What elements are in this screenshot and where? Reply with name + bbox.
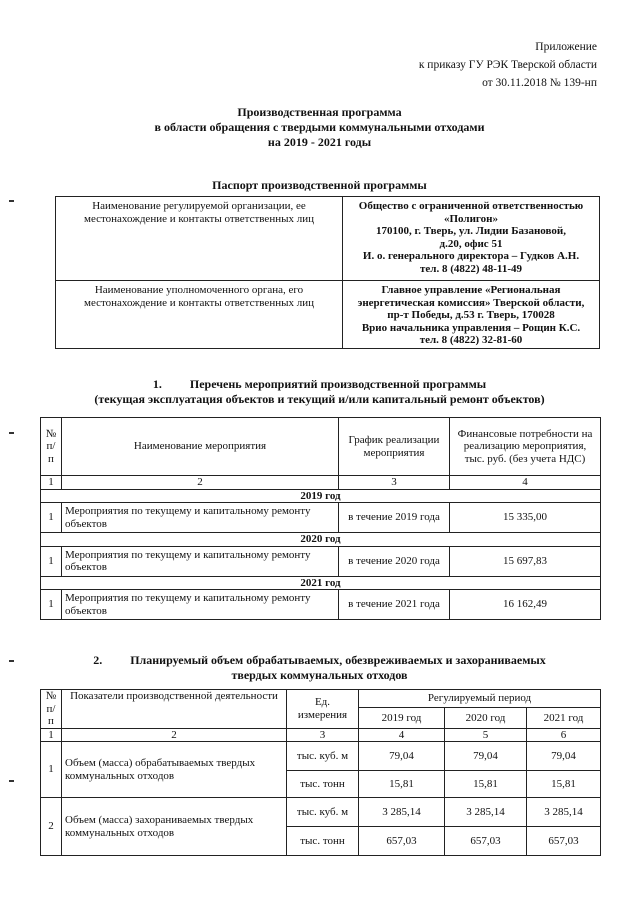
value: 15,81 [527, 771, 601, 798]
value-line: тел. 8 (4822) 48-11-49 [419, 262, 522, 275]
appendix-header [419, 38, 597, 92]
order-reference: к приказу ГУ РЭК Тверской области [418, 59, 597, 71]
column-number-row [41, 476, 601, 490]
activity-name: Мероприятия по текущему и капитальному ремонту объектов [62, 546, 339, 576]
section-heading [0, 653, 639, 668]
section1-title [0, 377, 639, 407]
passport-label: Наименование уполномоченного органа, его местонахождение и контакты ответственных лиц [56, 281, 343, 349]
passport-title: Паспорт производственной программы [212, 178, 427, 192]
year-label: 2019 год [41, 489, 601, 503]
row-number: 1 [41, 503, 62, 533]
section-number: 2. [93, 653, 103, 667]
value-line: Общество с ограниченной ответственностью [358, 200, 584, 212]
value-line: «Полигон» [444, 212, 498, 225]
passport-value [343, 197, 600, 281]
value: 657,03 [445, 827, 527, 856]
value-line: Главное управление «Региональная [381, 284, 561, 296]
table-row [41, 503, 601, 533]
section-title-text: Перечень мероприятий производственной программы [189, 377, 487, 391]
value: 3 285,14 [359, 798, 445, 827]
year-header: 2019 год [359, 708, 445, 728]
year-header: 2021 год [527, 708, 601, 728]
col-number: 2 [62, 476, 339, 490]
passport-value [343, 281, 600, 349]
year-header: 2020 год [445, 708, 527, 728]
col-header: Регулируемый период [359, 690, 601, 708]
col-number: 6 [527, 728, 601, 742]
activity-name: Мероприятия по текущему и капитальному ремонту объектов [62, 503, 339, 533]
title-line: в области обращения с твердыми коммунальными отходами [154, 120, 485, 134]
header-row [41, 418, 601, 476]
value: 657,03 [527, 827, 601, 856]
table-row [56, 197, 600, 281]
unit: тыс. куб. м [287, 798, 359, 827]
row-number: 1 [41, 742, 62, 798]
activity-name: Мероприятия по текущему и капитальному ремонту объектов [62, 590, 339, 620]
schedule: в течение 2021 года [339, 590, 450, 620]
col-header: Наименование мероприятия [62, 418, 339, 476]
year-row [41, 533, 601, 547]
col-number: 3 [339, 476, 450, 490]
value: 3 285,14 [527, 798, 601, 827]
section-subtitle: твердых коммунальных отходов [231, 668, 408, 682]
passport-label: Наименование регулируемой организации, ее местонахождение и контакты ответственных лиц [56, 197, 343, 281]
indicator-name: Объем (масса) захораниваемых твердых коммунальных отходов [62, 798, 287, 856]
schedule: в течение 2019 года [339, 503, 450, 533]
col-header: № п/п [41, 418, 62, 476]
appendix-label: Приложение [535, 41, 597, 53]
title-line: Производственная программа [237, 105, 402, 119]
section-number: 1. [152, 377, 162, 391]
scan-mark [9, 780, 14, 782]
scan-mark [9, 200, 14, 202]
table-row [41, 742, 601, 771]
row-number: 2 [41, 798, 62, 856]
schedule: в течение 2020 года [339, 546, 450, 576]
value: 657,03 [359, 827, 445, 856]
col-number: 4 [359, 728, 445, 742]
value: 15,81 [359, 771, 445, 798]
year-row [41, 576, 601, 590]
col-number: 5 [445, 728, 527, 742]
header-row [41, 690, 601, 708]
passport-table [55, 196, 600, 349]
col-number: 3 [287, 728, 359, 742]
col-header: Финансовые потребности на реализацию мероприятия, тыс. руб. (без учета НДС) [450, 418, 601, 476]
section-subtitle: (текущая эксплуатация объектов и текущий и/или капитальный ремонт объектов) [94, 392, 545, 406]
value: 15,81 [445, 771, 527, 798]
table-row [56, 281, 600, 349]
unit: тыс. куб. м [287, 742, 359, 771]
value: 3 285,14 [445, 798, 527, 827]
row-number: 1 [41, 546, 62, 576]
value: 79,04 [445, 742, 527, 771]
year-row [41, 489, 601, 503]
activities-table [40, 417, 601, 620]
amount: 15 335,00 [450, 503, 601, 533]
year-label: 2020 год [41, 533, 601, 547]
value-line: И. о. генерального директора – Гудков А.Н. [362, 250, 580, 262]
value-line: Врио начальника управления – Рощин К.С. [361, 321, 581, 334]
value-line: пр-т Победы, д.53 г. Тверь, 170028 [387, 309, 555, 321]
document-title [0, 105, 639, 150]
unit: тыс. тонн [287, 771, 359, 798]
row-number: 1 [41, 590, 62, 620]
amount: 16 162,49 [450, 590, 601, 620]
table-row [41, 590, 601, 620]
amount: 15 697,83 [450, 546, 601, 576]
value-line: энергетическая комиссия» Тверской области, [357, 296, 585, 309]
year-label: 2021 год [41, 576, 601, 590]
col-number: 4 [450, 476, 601, 490]
section-heading [0, 377, 639, 392]
section-title-text: Планируемый объем обрабатываемых, обезвреживаемых и захораниваемых [130, 653, 546, 667]
indicator-name: Объем (масса) обрабатываемых твердых коммунальных отходов [62, 742, 287, 798]
col-number: 1 [41, 476, 62, 490]
section2-title [0, 653, 639, 683]
table-row [41, 546, 601, 576]
order-date: от 30.11.2018 № 139-нп [482, 77, 597, 89]
col-header: Ед. измерения [287, 690, 359, 729]
col-header: № п/п [41, 690, 62, 729]
unit: тыс. тонн [287, 827, 359, 856]
col-header: График реализации мероприятия [339, 418, 450, 476]
title-line: на 2019 - 2021 годы [267, 135, 372, 149]
col-header: Показатели производственной деятельности [62, 690, 287, 729]
col-number: 2 [62, 728, 287, 742]
value: 79,04 [359, 742, 445, 771]
value-line: 170100, г. Тверь, ул. Лидии Базановой, [376, 225, 566, 237]
volumes-table [40, 689, 601, 856]
column-number-row [41, 728, 601, 742]
value: 79,04 [527, 742, 601, 771]
col-number: 1 [41, 728, 62, 742]
value-line: тел. 8 (4822) 32-81-60 [419, 334, 523, 346]
value-line: д.20, офис 51 [439, 237, 503, 250]
table-row [41, 798, 601, 827]
scan-mark [9, 432, 14, 434]
